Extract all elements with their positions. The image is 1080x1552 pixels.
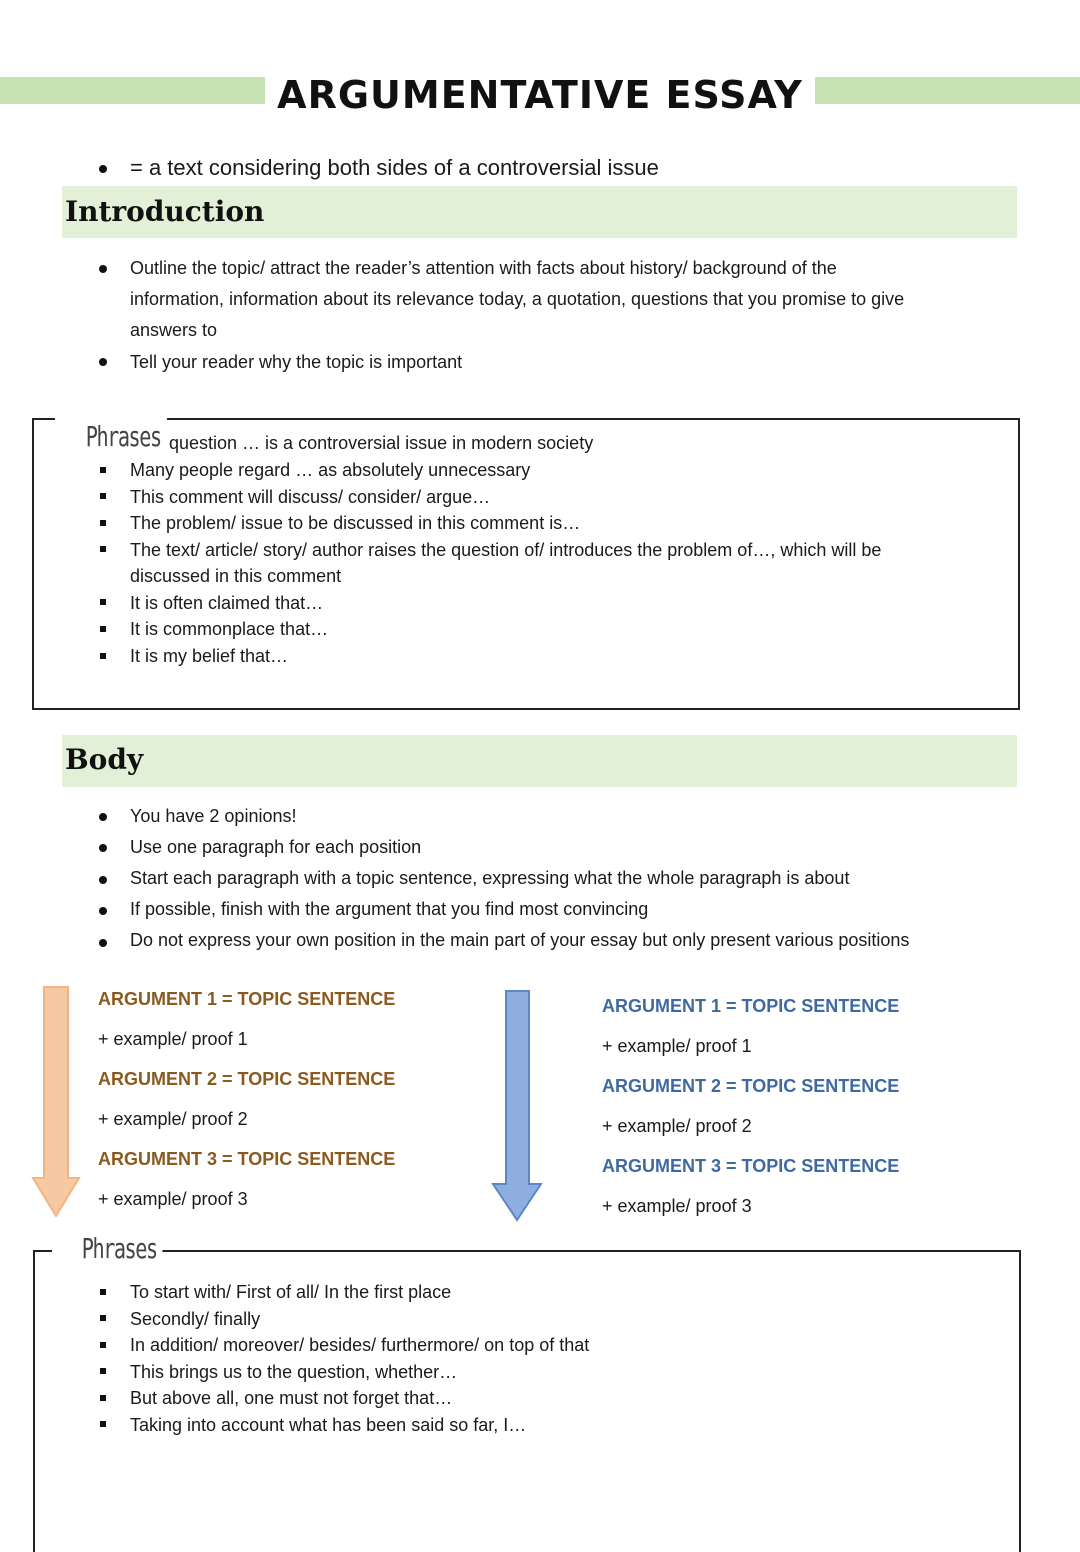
square-bullet-icon (100, 1315, 106, 1321)
list-item: information, information about its relevance today, a quotation, questions that you promise to give (130, 289, 905, 309)
list-item: The text/ article/ story/ author raises the question of/ introduces the problem of…, which will be (130, 539, 882, 560)
introduction-heading: Introduction (65, 195, 265, 228)
list-item: It is my belief that… (130, 645, 289, 666)
right-proof-2: + example/ proof 2 (602, 1116, 752, 1136)
left-argument-2: ARGUMENT 2 = TOPIC SENTENCE (98, 1069, 396, 1089)
square-bullet-icon (100, 1342, 106, 1348)
square-bullet-icon (100, 1289, 106, 1295)
bullet-dot-icon (99, 165, 107, 173)
list-item: You have 2 opinions! (130, 806, 297, 826)
body-phrases-list (130, 1279, 1010, 1438)
list-item: In addition/ moreover/ besides/ furthermore/ on top of that (130, 1335, 590, 1355)
left-proof-1: + example/ proof 1 (98, 1029, 248, 1049)
introduction-list (130, 253, 1030, 378)
bullet-dot-icon (99, 358, 107, 366)
list-item: Use one paragraph for each position (130, 837, 422, 857)
list-item: This comment will discuss/ consider/ argue… (130, 486, 491, 507)
right-argument-1: ARGUMENT 1 = TOPIC SENTENCE (602, 996, 900, 1016)
list-item: Taking into account what has been said so far, I… (130, 1414, 527, 1435)
square-bullet-icon (100, 467, 106, 473)
phrases-label: Phrases (80, 420, 166, 453)
square-bullet-icon (100, 546, 106, 552)
square-bullet-icon (100, 1395, 106, 1401)
right-proof-3: + example/ proof 3 (602, 1196, 752, 1216)
left-argument-1: ARGUMENT 1 = TOPIC SENTENCE (98, 989, 396, 1009)
right-proof-1: + example/ proof 1 (602, 1036, 752, 1056)
list-item: Many people regard … as absolutely unnecessary (130, 460, 531, 480)
list-item: Start each paragraph with a topic sentence, expressing what the whole paragraph is about (130, 868, 850, 888)
list-item: Outline the topic/ attract the reader’s attention with facts about history/ background of the (130, 258, 837, 278)
square-bullet-icon (100, 520, 106, 526)
list-item: answers to (130, 320, 218, 340)
introduction-phrases-list (130, 457, 1010, 669)
square-bullet-icon (100, 599, 106, 605)
list-item: To start with/ First of all/ In the first place (130, 1282, 452, 1302)
bullet-dot-icon (99, 939, 107, 947)
arrow-down-blue-icon (490, 989, 544, 1224)
left-argument-3: ARGUMENT 3 = TOPIC SENTENCE (98, 1149, 396, 1169)
bullet-dot-icon (99, 265, 107, 273)
right-argument-3: ARGUMENT 3 = TOPIC SENTENCE (602, 1156, 900, 1176)
bullet-dot-icon (99, 907, 107, 915)
bullet-dot-icon (99, 876, 107, 884)
list-item: It is often claimed that… (130, 592, 324, 613)
list-item: Secondly/ finally (130, 1308, 261, 1329)
square-bullet-icon (100, 626, 106, 632)
square-bullet-icon (100, 653, 106, 659)
body-heading: Body (65, 743, 144, 776)
arrow-down-orange-icon (30, 985, 82, 1220)
body-list (130, 801, 1050, 956)
page-title: ARGUMENTATIVE ESSAY (0, 70, 1080, 120)
list-item: This brings us to the question, whether… (130, 1361, 458, 1382)
list-item: But above all, one must not forget that… (130, 1388, 453, 1408)
right-argument-2: ARGUMENT 2 = TOPIC SENTENCE (602, 1076, 900, 1096)
list-item: If possible, finish with the argument that you find most convincing (130, 899, 649, 919)
body-band (62, 735, 1017, 787)
list-item: It is commonplace that… (130, 619, 329, 639)
list-item: Do not express your own position in the main part of your essay but only present various positions (130, 930, 910, 950)
square-bullet-icon (100, 1368, 106, 1374)
phrases-label: Phrases (76, 1232, 162, 1265)
square-bullet-icon (100, 493, 106, 499)
list-item: Tell your reader why the topic is important (130, 352, 463, 372)
left-proof-2: + example/ proof 2 (98, 1109, 248, 1129)
bullet-dot-icon (99, 813, 107, 821)
bullet-dot-icon (99, 844, 107, 852)
left-proof-3: + example/ proof 3 (98, 1189, 248, 1209)
list-item: The problem/ issue to be discussed in this comment is… (130, 513, 581, 533)
phrase-first: question … is a controversial issue in modern society (169, 433, 594, 453)
square-bullet-icon (100, 1421, 106, 1427)
list-item: discussed in this comment (130, 566, 342, 586)
definition-text: = a text considering both sides of a controversial issue (130, 155, 659, 180)
